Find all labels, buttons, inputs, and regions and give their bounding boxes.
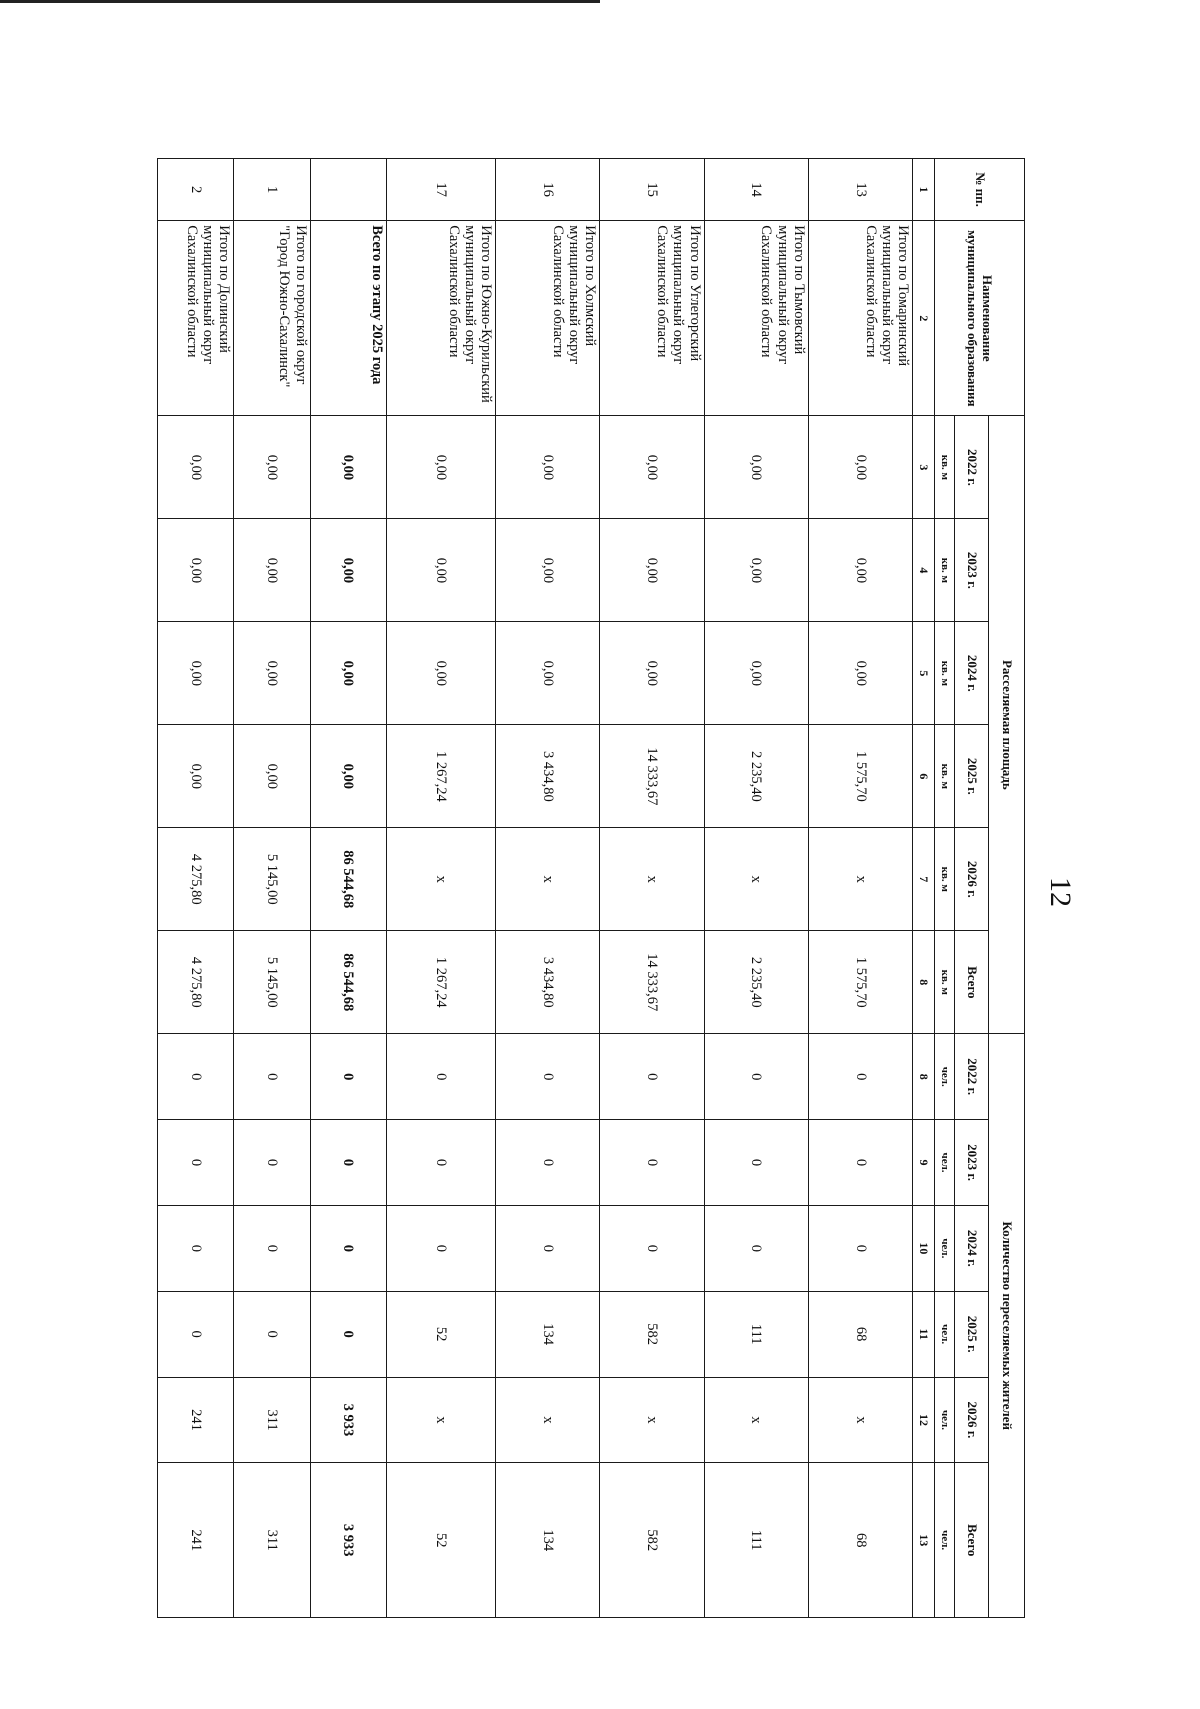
col-index: 12 [913,1377,935,1463]
people-value: 111 [704,1291,808,1377]
table-row [386,159,495,1618]
header-year: 2026 г. [955,828,989,931]
area-value: 2 235,40 [704,931,808,1034]
people-value: 52 [386,1463,495,1618]
area-value: 1 267,24 [386,725,495,828]
municipality-name: Всего по этапу 2025 года [310,221,386,416]
area-value: x [496,828,600,931]
row-num: 13 [808,159,912,221]
row-num: 16 [496,159,600,221]
area-value: x [600,828,704,931]
area-value: 0,00 [310,416,386,519]
people-value: 0 [600,1205,704,1291]
unit-label: кв. м [935,931,955,1034]
area-value: 0,00 [704,519,808,622]
table-row [600,159,704,1618]
area-value: 0,00 [496,519,600,622]
people-value: 111 [704,1463,808,1618]
table-row [496,159,600,1618]
header-year: 2023 г. [955,519,989,622]
col-index: 3 [913,416,935,519]
area-value: 0,00 [704,416,808,519]
area-value: 14 333,67 [600,725,704,828]
page-number: 12 [1044,877,1077,907]
area-value: 0,00 [496,416,600,519]
people-value: 0 [496,1034,600,1120]
people-value: 0 [158,1291,234,1377]
area-value: 5 145,00 [234,828,310,931]
municipality-name: Итого по Углегорский муниципальный округ Сахалинской области [600,221,704,416]
people-value: x [808,1377,912,1463]
people-value: x [600,1377,704,1463]
header-year: 2025 г. [955,1291,989,1377]
area-value: 0,00 [808,622,912,725]
header-year: 2025 г. [955,725,989,828]
people-value: 0 [704,1034,808,1120]
people-value: 0 [496,1205,600,1291]
header-year: 2022 г. [955,1034,989,1120]
area-value: 14 333,67 [600,931,704,1034]
header-people-group: Количество переселяемых жителей [989,1034,1025,1618]
people-value: x [496,1377,600,1463]
people-value: 68 [808,1291,912,1377]
header-year: 2026 г. [955,1377,989,1463]
people-value: x [386,1377,495,1463]
area-value: 86 544,68 [310,931,386,1034]
table-row [158,159,234,1618]
table-row [234,159,310,1618]
resettlement-table-rotated [157,158,1025,1618]
header-year: 2024 г. [955,622,989,725]
col-index: 6 [913,725,935,828]
area-value: 0,00 [310,519,386,622]
header-area-group: Расселяемая площадь [989,416,1025,1034]
col-index: 2 [913,221,935,416]
col-index: 10 [913,1205,935,1291]
top-rule [0,0,600,3]
people-value: 0 [808,1120,912,1206]
header-year: 2022 г. [955,416,989,519]
area-value: 0,00 [234,622,310,725]
municipality-name: Итого по Южно-Курильский муниципальный округ Сахалинской области [386,221,495,416]
area-value: 0,00 [158,725,234,828]
area-value: 0,00 [496,622,600,725]
people-value: 0 [234,1120,310,1206]
col-index: 9 [913,1120,935,1206]
row-num [310,159,386,221]
municipality-name: Итого по городской округ "Город Южно-Сахалинск" [234,221,310,416]
area-value: 0,00 [310,622,386,725]
area-value: 1 575,70 [808,725,912,828]
people-value: 0 [600,1120,704,1206]
area-value: 0,00 [310,725,386,828]
col-index: 5 [913,622,935,725]
people-value: 0 [310,1034,386,1120]
header-row-index [913,159,935,1618]
unit-label: кв. м [935,725,955,828]
area-value: 0,00 [808,416,912,519]
people-value: 0 [234,1291,310,1377]
col-index: 8 [913,931,935,1034]
table-body [158,159,913,1618]
unit-label: чел. [935,1120,955,1206]
people-value: 0 [386,1205,495,1291]
people-value: 0 [386,1120,495,1206]
people-value: 0 [234,1034,310,1120]
row-num: 1 [234,159,310,221]
area-value: 0,00 [158,519,234,622]
municipality-name: Итого по Долинский муниципальный округ Сахалинской области [158,221,234,416]
people-value: 241 [158,1377,234,1463]
area-value: 3 434,80 [496,931,600,1034]
table-row [808,159,912,1618]
area-value: x [704,828,808,931]
people-value: 0 [158,1120,234,1206]
people-value: 241 [158,1463,234,1618]
people-value: 0 [158,1034,234,1120]
people-value: 52 [386,1291,495,1377]
unit-label: кв. м [935,519,955,622]
people-value: 134 [496,1291,600,1377]
row-num: 2 [158,159,234,221]
area-value: 0,00 [386,622,495,725]
area-value: 0,00 [704,622,808,725]
resettlement-table [157,158,1025,1618]
header-num: № пп. [935,159,1025,221]
people-value: 582 [600,1463,704,1618]
col-index: 8 [913,1034,935,1120]
people-value: 0 [704,1205,808,1291]
header-name: Наименование муниципального образования [935,221,1025,416]
unit-label: чел. [935,1205,955,1291]
unit-label: чел. [935,1034,955,1120]
municipality-name: Итого по Холмский муниципальный округ Сахалинской области [496,221,600,416]
unit-label: кв. м [935,622,955,725]
people-value: 3 933 [310,1377,386,1463]
area-value: 0,00 [234,519,310,622]
people-value: 134 [496,1463,600,1618]
area-value: 4 275,80 [158,931,234,1034]
people-value: 3 933 [310,1463,386,1618]
people-value: 0 [310,1205,386,1291]
row-num: 17 [386,159,495,221]
area-value: 0,00 [234,416,310,519]
col-index: 1 [913,159,935,221]
row-num: 15 [600,159,704,221]
people-value: 0 [600,1034,704,1120]
people-value: 311 [234,1377,310,1463]
area-value: 86 544,68 [310,828,386,931]
people-value: 0 [310,1291,386,1377]
header-year: 2024 г. [955,1205,989,1291]
col-index: 7 [913,828,935,931]
people-value: 0 [808,1205,912,1291]
area-value: 0,00 [600,622,704,725]
area-value: 0,00 [386,519,495,622]
people-value: 0 [496,1120,600,1206]
people-value: 0 [704,1120,808,1206]
area-value: x [386,828,495,931]
unit-label: кв. м [935,828,955,931]
municipality-name: Итого по Томаринский муниципальный округ Сахалинской области [808,221,912,416]
table-row [704,159,808,1618]
row-num: 14 [704,159,808,221]
header-total: Всего [955,931,989,1034]
area-value: 5 145,00 [234,931,310,1034]
people-value: 0 [808,1034,912,1120]
area-value: x [808,828,912,931]
people-value: x [704,1377,808,1463]
area-value: 0,00 [600,519,704,622]
people-value: 0 [234,1205,310,1291]
area-value: 0,00 [158,622,234,725]
unit-label: чел. [935,1291,955,1377]
header-total: Всего [955,1463,989,1618]
people-value: 68 [808,1463,912,1618]
table-row-total [310,159,386,1618]
header-row-groups [989,159,1025,1618]
header-year: 2023 г. [955,1120,989,1206]
unit-label: чел. [935,1463,955,1618]
area-value: 2 235,40 [704,725,808,828]
people-value: 0 [158,1205,234,1291]
col-index: 11 [913,1291,935,1377]
area-value: 0,00 [808,519,912,622]
unit-label: чел. [935,1377,955,1463]
area-value: 0,00 [386,416,495,519]
unit-label: кв. м [935,416,955,519]
area-value: 1 267,24 [386,931,495,1034]
people-value: 0 [310,1120,386,1206]
area-value: 0,00 [234,725,310,828]
area-value: 0,00 [158,416,234,519]
area-value: 1 575,70 [808,931,912,1034]
col-index: 4 [913,519,935,622]
people-value: 582 [600,1291,704,1377]
area-value: 0,00 [600,416,704,519]
col-index: 13 [913,1463,935,1618]
people-value: 0 [386,1034,495,1120]
area-value: 4 275,80 [158,828,234,931]
municipality-name: Итого по Тымовский муниципальный округ Сахалинской области [704,221,808,416]
area-value: 3 434,80 [496,725,600,828]
people-value: 311 [234,1463,310,1618]
